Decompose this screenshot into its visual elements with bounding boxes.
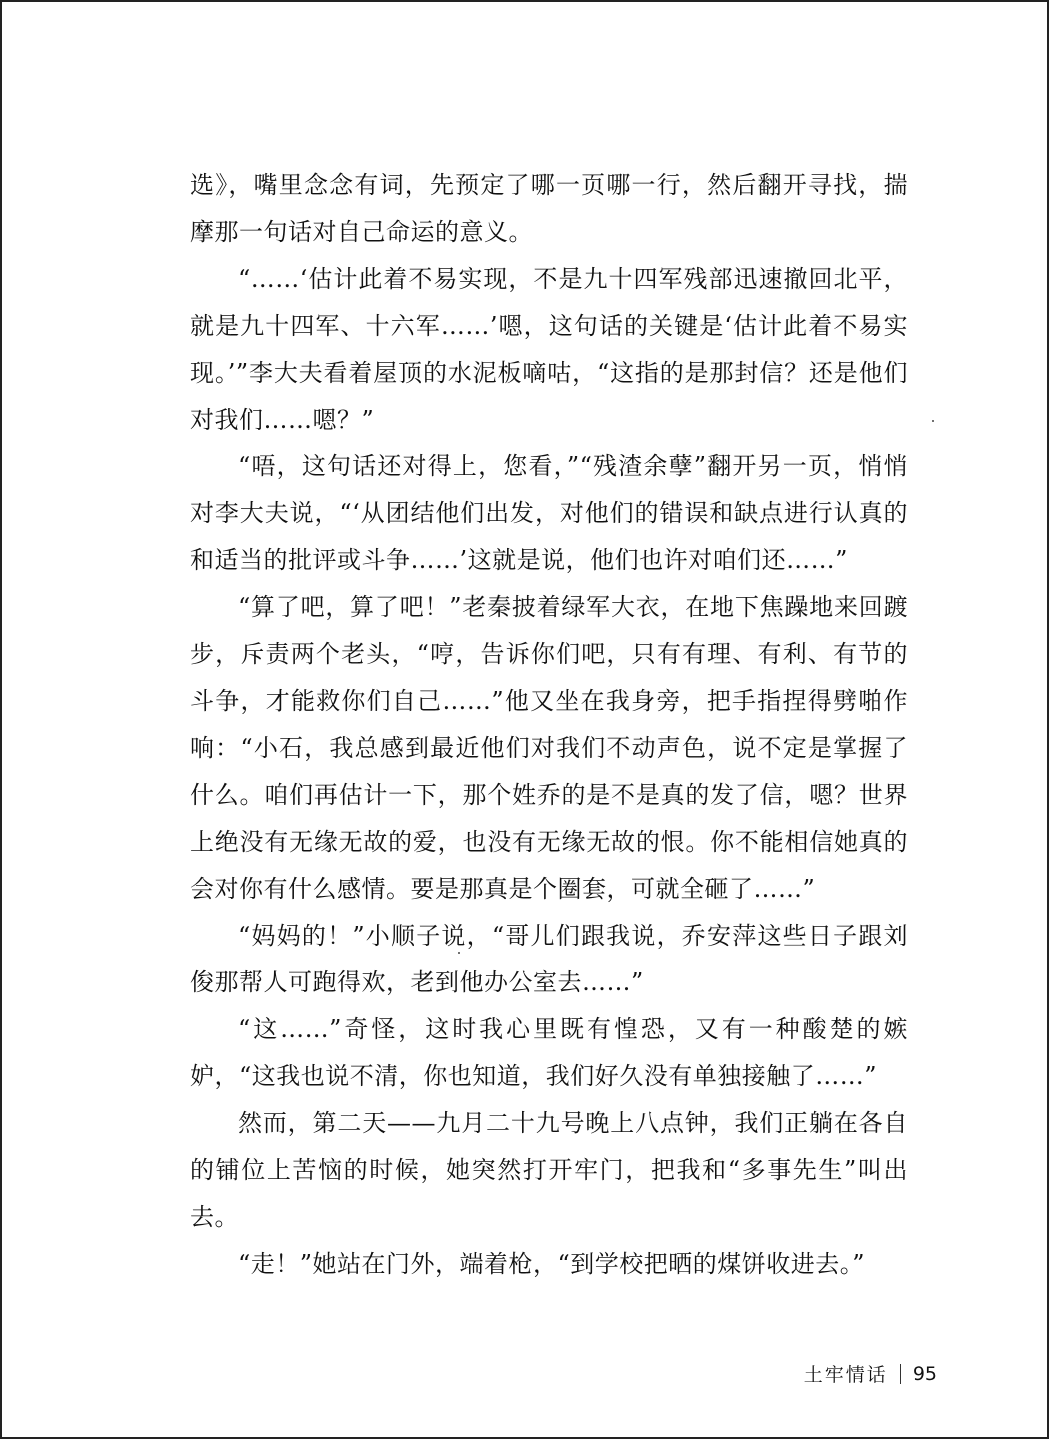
- paragraph: “……‘估计此着不易实现，不是九十四军残部迅速撤回北平，就是九十四军、十六军……’嗯，这句话的关键是‘估计此着不易实现。’”李大夫看着屋顶的水泥板嘀咕，“这指的是那封信？还是他们对我们……嗯？”: [190, 264, 908, 434]
- scan-speck: [458, 952, 460, 954]
- paragraph: “这……”奇怪，这时我心里既有惶恐，又有一种酸楚的嫉妒，“这我也说不清，你也知道，我们好久没有单独接触了……”: [190, 1015, 908, 1091]
- page-number: 95: [912, 1362, 937, 1385]
- paragraph: 然而，第二天——九月二十九号晚上八点钟，我们正躺在各自的铺位上苦恼的时候，她突然打开牢门，把我和“多事先生”叫出去。: [190, 1109, 908, 1231]
- paragraph-continued: 选》，嘴里念念有词，先预定了哪一页哪一行，然后翻开寻找，揣摩那一句话对自己命运的意义。: [190, 171, 908, 246]
- page-footer: [804, 1360, 937, 1387]
- footer-divider: [900, 1364, 901, 1384]
- scan-speck: [932, 420, 934, 422]
- running-title: 土牢情话: [803, 1364, 888, 1386]
- paragraph: “走！”她站在门外，端着枪，“到学校把晒的煤饼收进去。”: [238, 1249, 866, 1278]
- paragraph: “算了吧，算了吧！”老秦披着绿军大衣，在地下焦躁地来回踱步，斥责两个老头，“哼，告诉你们吧，只有有理、有利、有节的斗争，才能救你们自己……”他又坐在我身旁，把手指捏得劈啪作响：“小石，我总感到最近他们对我们不动声色，说不定是掌握了什么。咱们再估计一下，那个姓乔的是不是真的发了信，嗯？世界上绝没有无缘无故的爱，也没有无缘无故的恨。你不能相信她真的会对你有什么感情。要是那真是个圈套，可就全砸了……”: [190, 593, 908, 903]
- paragraph: “妈妈的！”小顺子说，“哥儿们跟我说，乔安萍这些日子跟刘俊那帮人可跑得欢，老到他办公室去……”: [190, 921, 908, 997]
- paragraph: “唔，这句话还对得上，您看，”“残渣余孽”翻开另一页，悄悄对李大夫说，“‘从团结他们出发，对他们的错误和缺点进行认真的和适当的批评或斗争……’这就是说，他们也许对咱们还……”: [190, 452, 908, 575]
- body-text: [190, 162, 908, 1288]
